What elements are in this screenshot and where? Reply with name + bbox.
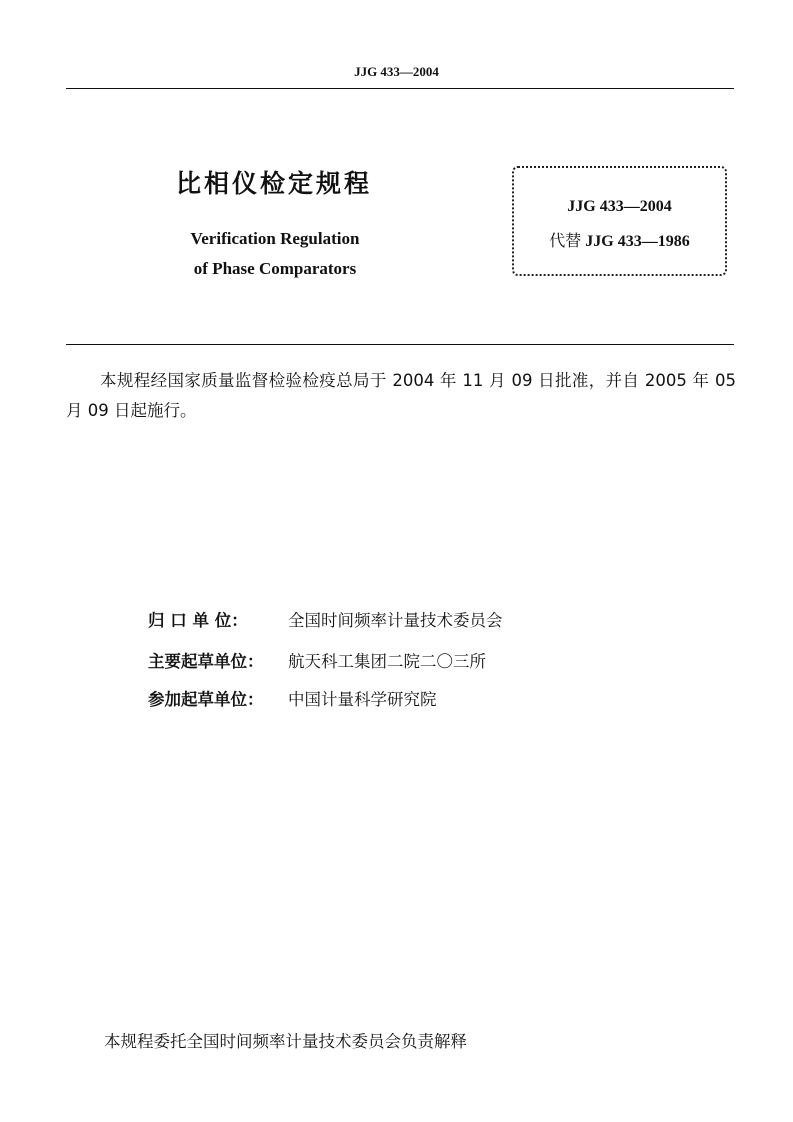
unit-value: 全国时间频率计量技术委员会 (288, 611, 503, 630)
replaces-line (514, 228, 725, 251)
section-rule (66, 344, 734, 345)
header-rule (66, 88, 734, 89)
unit-value: 中国计量科学研究院 (288, 690, 437, 709)
interpretation-note: 本规程委托全国时间频率计量技术委员会负责解释 (104, 1032, 467, 1051)
unit-row-main-drafter (148, 648, 486, 672)
page-header-code: JJG 433—2004 (354, 64, 439, 79)
unit-label: 主要起草单位： (148, 652, 264, 671)
unit-label: 参加起草单位： (148, 690, 264, 709)
unit-value: 航天科工集团二院二〇三所 (288, 652, 486, 671)
standard-code: JJG 433—2004 (567, 198, 672, 215)
title-english-line2: of Phase Comparators (193, 259, 357, 278)
unit-row-participating-drafter (148, 686, 437, 710)
replaced-code: JJG 433—1986 (585, 233, 690, 250)
replaces-label: 代替 (549, 231, 582, 250)
approval-statement: 本规程经国家质量监督检验检疫总局于 2004 年 11 月 09 日批准，并自 2005 年 05 月 09 日起施行。 (66, 371, 736, 420)
title-chinese: 比相仪检定规程 (176, 169, 373, 198)
unit-row-responsible (148, 607, 503, 631)
unit-label: 归 口 单 位： (148, 611, 248, 630)
title-english-line1: Verification Regulation (190, 229, 360, 248)
standard-code-box (512, 166, 727, 276)
